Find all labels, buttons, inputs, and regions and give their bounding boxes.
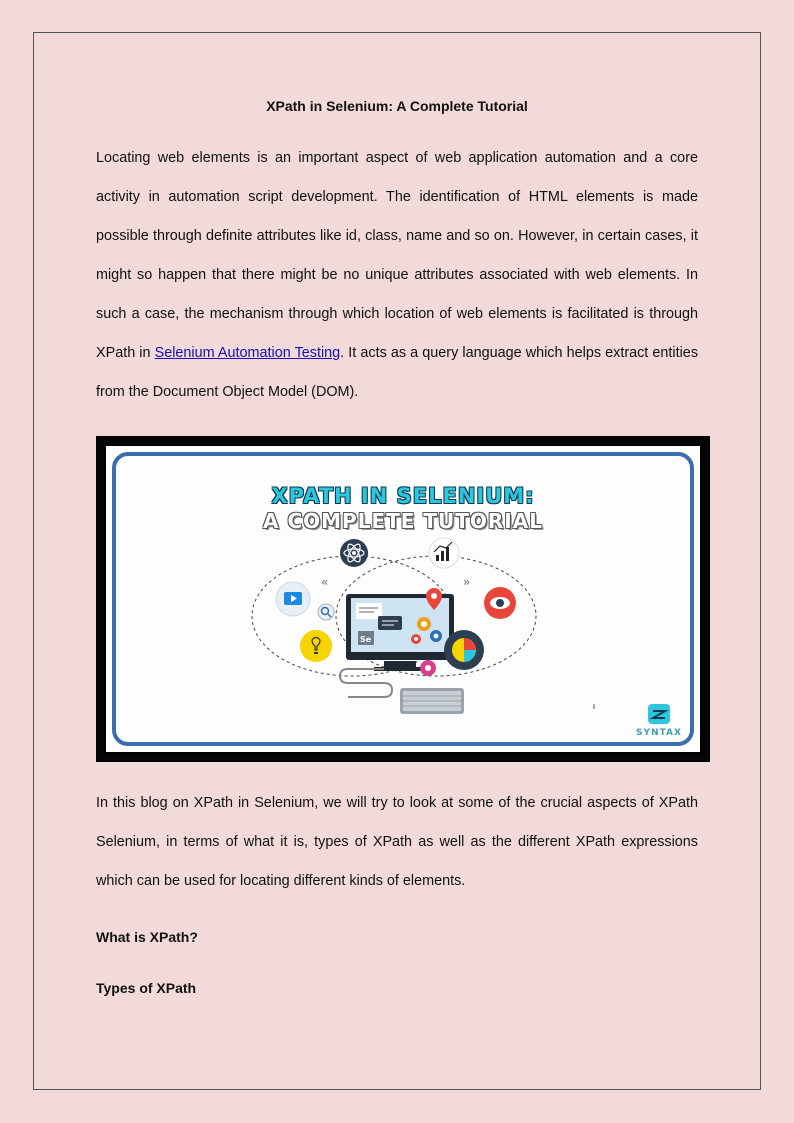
heading-what-is-xpath: What is XPath? xyxy=(96,929,198,945)
article-banner-image xyxy=(96,436,710,762)
keyboard-icon xyxy=(400,688,464,714)
video-play-icon xyxy=(276,582,310,616)
selenium-automation-testing-link[interactable]: Selenium Automation Testing xyxy=(154,345,341,361)
body-paragraph: In this blog on XPath in Selenium, we will try to look at some of the crucial aspects of XPath Selenium, in terms of what it is, types of XPath as well as the different XPath expressions which can be used for locating different kinds of elements. xyxy=(96,795,698,889)
pie-chart-icon xyxy=(444,630,484,670)
company-logo-icon xyxy=(648,704,670,724)
svg-text:»: » xyxy=(463,575,471,589)
lightbulb-icon xyxy=(300,630,332,662)
heading-types-of-xpath: Types of XPath xyxy=(96,980,197,996)
svg-text:«: « xyxy=(321,575,329,589)
selenium-logo-text: Se xyxy=(360,635,372,644)
pink-gear-icon xyxy=(420,660,436,676)
magnifier-icon xyxy=(318,604,334,620)
banner-title-line1: XPATH IN SELENIUM: xyxy=(271,484,535,508)
atom-icon xyxy=(340,539,368,567)
page-title: XPath in Selenium: A Complete Tutorial xyxy=(266,98,528,114)
bar-chart-icon xyxy=(429,538,459,568)
company-logo-text: SYNTAX xyxy=(636,728,682,738)
banner-illustration xyxy=(116,456,694,746)
banner-title-line2: A COMPLETE TUTORIAL xyxy=(263,509,543,533)
intro-paragraph xyxy=(96,139,698,412)
banner-card xyxy=(112,452,694,746)
intro-text: Locating web elements is an important aspect of web application automation and a core activity in automation script development. The identification of HTML elements is made possible through definite attributes like id, class, name and so on. However, in certain cases, it might so happen that there might be no unique attributes associated with web elements. In such a case, the mechanism through which location of web elements is facilitated is through XPath in xyxy=(96,150,698,361)
eye-icon xyxy=(484,587,516,619)
intro-text-end: . It acts as a query language which helps extract entities from the Document Object Model (DOM). xyxy=(96,345,699,400)
